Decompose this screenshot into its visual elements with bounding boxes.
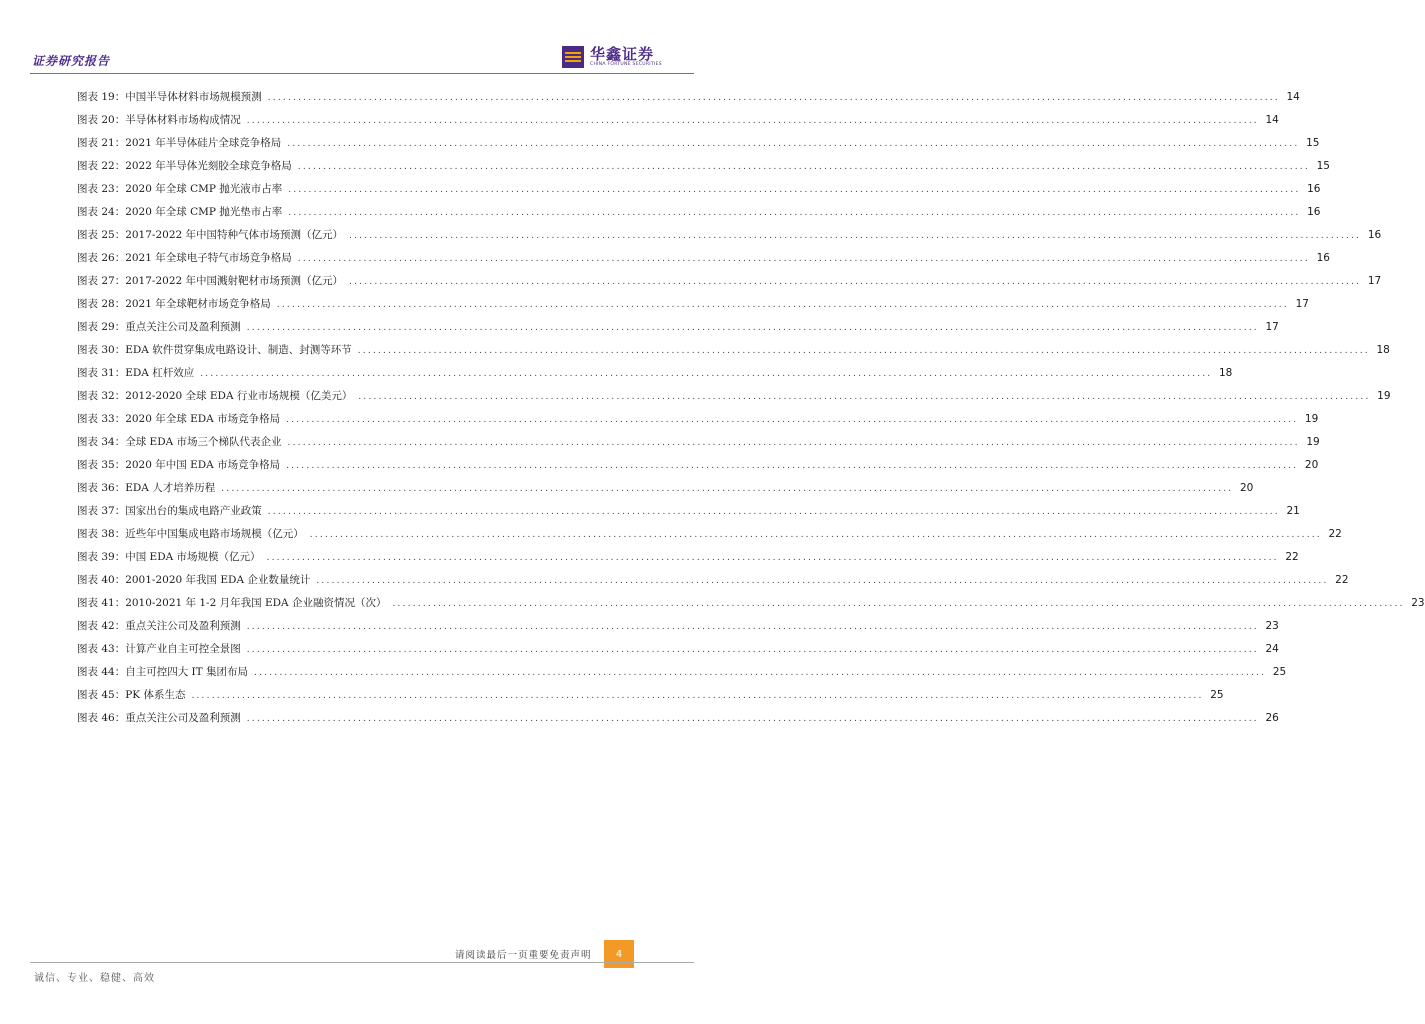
- toc-dot-leader: ........................................................................................................................................................................................................: [297, 162, 1310, 172]
- toc-entry-label: 图表 26：2021 年全球电子特气市场竞争格局: [77, 252, 292, 264]
- toc-entry-page: 26: [1265, 712, 1279, 724]
- toc-entry-label: 图表 21：2021 年半导体硅片全球竞争格局: [77, 137, 282, 149]
- toc-entry[interactable]: [77, 641, 1279, 664]
- toc-entry-page: 15: [1316, 160, 1330, 172]
- toc-entry[interactable]: [77, 273, 1382, 296]
- toc-entry[interactable]: [77, 89, 1300, 112]
- toc-entry[interactable]: [77, 549, 1299, 572]
- toc-entry[interactable]: [77, 687, 1224, 710]
- toc-entry-label: 图表 43：计算产业自主可控全景图: [77, 643, 241, 655]
- toc-entry-label: 图表 33：2020 年全球 EDA 市场竞争格局: [77, 413, 281, 425]
- logo-english-name: CHINA FORTUNE SECURITIES: [590, 62, 662, 67]
- toc-entry-page: 24: [1265, 643, 1279, 655]
- toc-entry-label: 图表 27：2017-2022 年中国溅射靶材市场预测（亿元）: [77, 275, 344, 287]
- toc-entry-label: 图表 22：2022 年半导体光刻胶全球竞争格局: [77, 160, 292, 172]
- toc-entry[interactable]: [77, 181, 1321, 204]
- toc-dot-leader: ........................................................................................................................................................................................................: [246, 714, 1259, 724]
- toc-entry[interactable]: [77, 595, 1425, 618]
- toc-entry-page: 21: [1286, 505, 1300, 517]
- toc-entry-label: 图表 35：2020 年中国 EDA 市场竞争格局: [77, 459, 281, 471]
- toc-entry-label: 图表 25：2017-2022 年中国特种气体市场预测（亿元）: [77, 229, 344, 241]
- toc-entry[interactable]: [77, 365, 1233, 388]
- toc-entry-label: 图表 31：EDA 杠杆效应: [77, 367, 195, 379]
- toc-entry-label: 图表 39：中国 EDA 市场规模（亿元）: [77, 551, 261, 563]
- toc-entry-page: 22: [1328, 528, 1342, 540]
- toc-entry-label: 图表 42：重点关注公司及盈利预测: [77, 620, 241, 632]
- toc-entry-label: 图表 28：2021 年全球靶材市场竞争格局: [77, 298, 271, 310]
- toc-entry-page: 25: [1272, 666, 1287, 678]
- toc-entry[interactable]: [77, 411, 1319, 434]
- toc-entry[interactable]: [77, 112, 1279, 135]
- toc-dot-leader: ........................................................................................................................................................................................................: [288, 185, 1301, 195]
- toc-entry-label: 图表 45：PK 体系生态: [77, 689, 186, 701]
- toc-dot-leader: ........................................................................................................................................................................................................: [267, 93, 1280, 103]
- toc-dot-leader: ........................................................................................................................................................................................................: [246, 116, 1259, 126]
- toc-entry-label: 图表 29：重点关注公司及盈利预测: [77, 321, 241, 333]
- toc-entry[interactable]: [77, 296, 1309, 319]
- toc-entry[interactable]: [77, 250, 1330, 273]
- toc-entry[interactable]: [77, 434, 1320, 457]
- toc-entry-label: 图表 41：2010-2021 年 1-2 月年我国 EDA 企业融资情况（次）: [77, 597, 387, 609]
- toc-dot-leader: ........................................................................................................................................................................................................: [288, 208, 1301, 218]
- toc-entry[interactable]: [77, 710, 1279, 733]
- toc-entry-page: 14: [1265, 114, 1279, 126]
- toc-dot-leader: ........................................................................................................................................................................................................: [392, 599, 1405, 609]
- report-type-title: 证券研究报告: [32, 54, 111, 68]
- toc-entry-label: 图表 40：2001-2020 年我国 EDA 企业数量统计: [77, 574, 311, 586]
- toc-dot-leader: ........................................................................................................................................................................................................: [221, 484, 1234, 494]
- toc-dot-leader: ........................................................................................................................................................................................................: [287, 438, 1300, 448]
- toc-entry-page: 16: [1316, 252, 1330, 264]
- toc-entry-label: 图表 37：国家出台的集成电路产业政策: [77, 505, 262, 517]
- toc-entry-page: 15: [1306, 137, 1320, 149]
- toc-dot-leader: ........................................................................................................................................................................................................: [309, 530, 1322, 540]
- toc-entry-label: 图表 24：2020 年全球 CMP 抛光垫市占率: [77, 206, 283, 218]
- page-number-badge: 4: [604, 940, 634, 968]
- toc-entry-label: 图表 23：2020 年全球 CMP 抛光液市占率: [77, 183, 283, 195]
- header-divider: [30, 73, 694, 74]
- toc-dot-leader: ........................................................................................................................................................................................................: [254, 668, 1267, 678]
- toc-entry[interactable]: [77, 457, 1319, 480]
- toc-dot-leader: ........................................................................................................................................................................................................: [349, 231, 1362, 241]
- toc-dot-leader: ........................................................................................................................................................................................................: [297, 254, 1310, 264]
- toc-entry-page: 17: [1295, 298, 1309, 310]
- toc-dot-leader: ........................................................................................................................................................................................................: [286, 415, 1299, 425]
- toc-entry[interactable]: [77, 526, 1342, 549]
- toc-entry-page: 19: [1377, 390, 1391, 402]
- toc-entry-label: 图表 20：半导体材料市场构成情况: [77, 114, 241, 126]
- toc-entry-page: 22: [1285, 551, 1299, 563]
- toc-dot-leader: ........................................................................................................................................................................................................: [246, 645, 1259, 655]
- toc-entry-label: 图表 30：EDA 软件贯穿集成电路设计、制造、封测等环节: [77, 344, 352, 356]
- toc-entry[interactable]: [77, 342, 1390, 365]
- toc-entry-label: 图表 38：近些年中国集成电路市场规模（亿元）: [77, 528, 304, 540]
- toc-dot-leader: ........................................................................................................................................................................................................: [200, 369, 1213, 379]
- brand-logo: [562, 46, 662, 68]
- toc-entry-page: 14: [1286, 91, 1300, 103]
- toc-dot-leader: ........................................................................................................................................................................................................: [349, 277, 1362, 287]
- toc-entry-page: 20: [1240, 482, 1254, 494]
- logo-name: 华鑫证券: [590, 45, 655, 63]
- toc-entry-label: 图表 44：自主可控四大 IT 集团布局: [77, 666, 249, 678]
- toc-entry[interactable]: [77, 227, 1382, 250]
- toc-entry[interactable]: [77, 388, 1391, 411]
- toc-entry-label: 图表 34：全球 EDA 市场三个梯队代表企业: [77, 436, 282, 448]
- toc-dot-leader: ........................................................................................................................................................................................................: [357, 346, 1370, 356]
- china-fortune-logo-icon: [562, 46, 584, 68]
- toc-dot-leader: ........................................................................................................................................................................................................: [191, 691, 1204, 701]
- toc-entry[interactable]: [77, 664, 1287, 687]
- footer-divider: [30, 962, 694, 963]
- toc-entry-label: 图表 36：EDA 人才培养历程: [77, 482, 216, 494]
- toc-entry-page: 18: [1219, 367, 1233, 379]
- toc-entry-page: 17: [1265, 321, 1279, 333]
- toc-entry-label: 图表 19：中国半导体材料市场规模预测: [77, 91, 262, 103]
- toc-entry[interactable]: [77, 503, 1300, 526]
- toc-dot-leader: ........................................................................................................................................................................................................: [266, 553, 1279, 563]
- toc-entry-page: 18: [1376, 344, 1390, 356]
- toc-entry-page: 23: [1411, 597, 1425, 609]
- toc-entry-page: 23: [1265, 620, 1279, 632]
- toc-dot-leader: ........................................................................................................................................................................................................: [358, 392, 1371, 402]
- disclaimer-notice: 请阅读最后一页重要免责声明: [455, 950, 592, 961]
- toc-dot-leader: ........................................................................................................................................................................................................: [276, 300, 1289, 310]
- toc-entry-page: 22: [1335, 574, 1349, 586]
- toc-entry-page: 16: [1307, 183, 1321, 195]
- toc-entry[interactable]: [77, 204, 1321, 227]
- figure-table-of-contents: [77, 89, 1425, 733]
- toc-entry[interactable]: [77, 572, 1349, 595]
- toc-entry[interactable]: [77, 618, 1279, 641]
- toc-entry-label: 图表 46：重点关注公司及盈利预测: [77, 712, 241, 724]
- toc-dot-leader: ........................................................................................................................................................................................................: [267, 507, 1280, 517]
- toc-entry-page: 25: [1210, 689, 1224, 701]
- company-slogan: 诚信、专业、稳健、高效: [34, 973, 155, 984]
- toc-entry-page: 16: [1367, 229, 1382, 241]
- toc-entry-label: 图表 32：2012-2020 全球 EDA 行业市场规模（亿美元）: [77, 390, 353, 402]
- toc-entry-page: 19: [1304, 413, 1319, 425]
- toc-entry-page: 17: [1367, 275, 1382, 287]
- toc-entry[interactable]: [77, 480, 1254, 503]
- toc-dot-leader: ........................................................................................................................................................................................................: [287, 139, 1300, 149]
- toc-entry-page: 19: [1306, 436, 1320, 448]
- toc-dot-leader: ........................................................................................................................................................................................................: [316, 576, 1329, 586]
- toc-entry[interactable]: [77, 135, 1320, 158]
- toc-dot-leader: ........................................................................................................................................................................................................: [246, 323, 1259, 333]
- toc-entry[interactable]: [77, 158, 1330, 181]
- toc-entry[interactable]: [77, 319, 1279, 342]
- toc-dot-leader: ........................................................................................................................................................................................................: [246, 622, 1259, 632]
- toc-dot-leader: ........................................................................................................................................................................................................: [286, 461, 1299, 471]
- toc-entry-page: 16: [1307, 206, 1321, 218]
- toc-entry-page: 20: [1304, 459, 1319, 471]
